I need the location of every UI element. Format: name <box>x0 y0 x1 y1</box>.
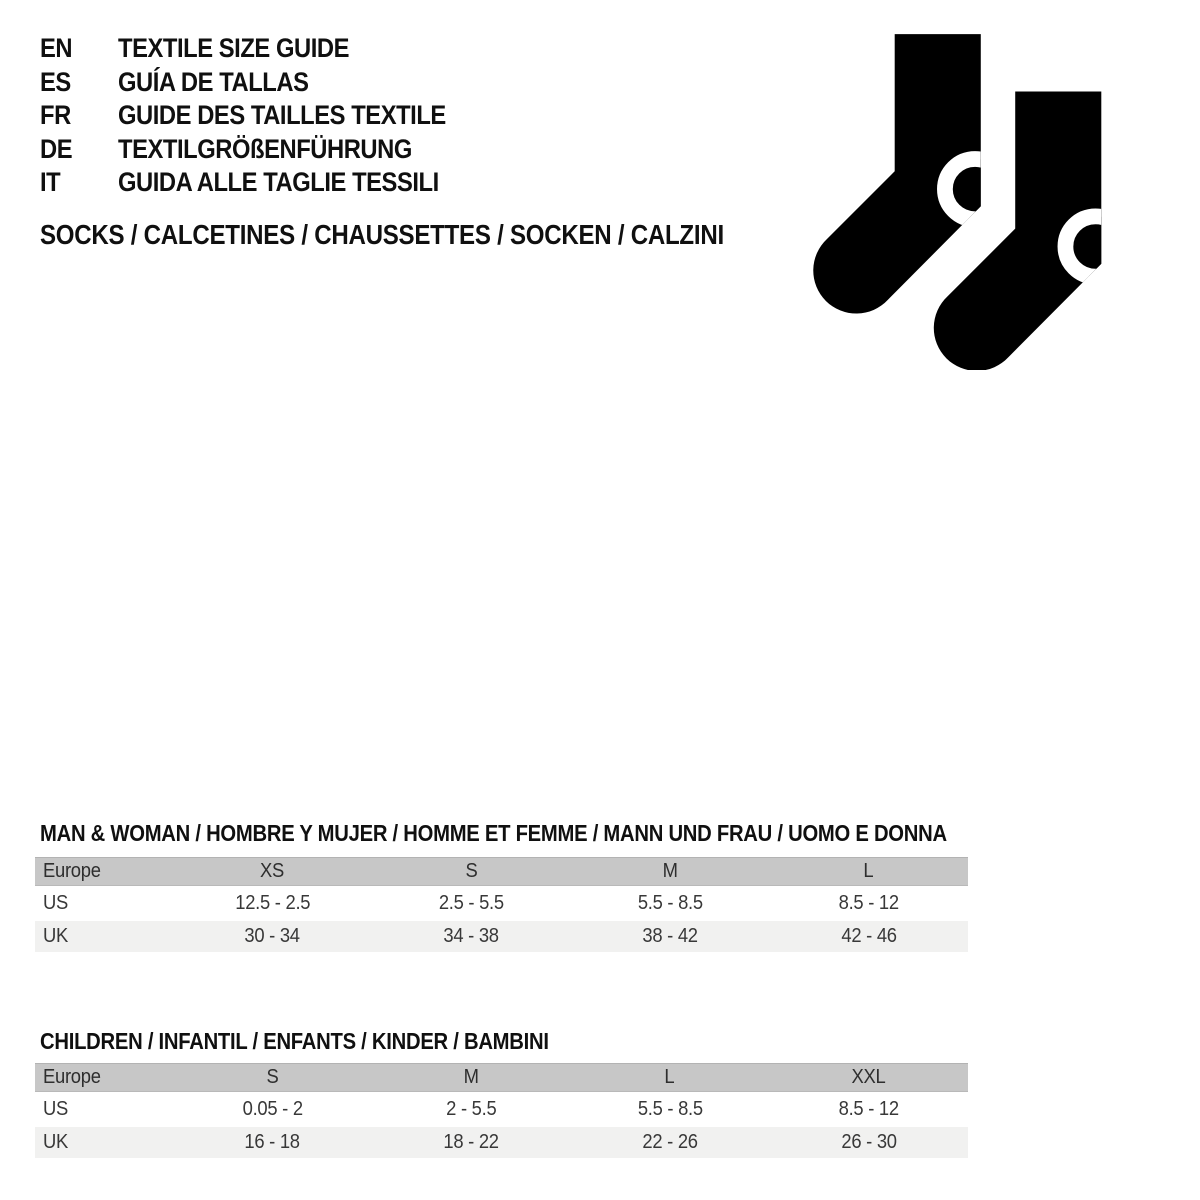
language-row <box>40 133 491 167</box>
language-row <box>40 99 491 133</box>
language-code: ES <box>40 66 71 97</box>
language-code: EN <box>40 33 73 64</box>
size-cell: 0.05 - 2 <box>242 1097 303 1120</box>
size-cell: 12.5 - 2.5 <box>234 891 310 914</box>
column-header: Europe <box>43 1066 101 1088</box>
size-cell: 5.5 - 8.5 <box>637 1097 703 1120</box>
section-title-children: CHILDREN / INFANTIL / ENFANTS / KINDER / BAMBINI <box>40 1028 549 1054</box>
size-row <box>35 921 968 952</box>
column-header: S <box>465 860 478 882</box>
product-line: SOCKS / CALCETINES / CHAUSSETTES / SOCKEN / CALZINI <box>40 219 724 250</box>
table-body <box>35 886 968 952</box>
table-header-row <box>35 858 968 886</box>
section-title-man-woman: MAN & WOMAN / HOMBRE Y MUJER / HOMME ET FEMME / MANN UND FRAU / UOMO E DONNA <box>40 820 947 846</box>
language-list <box>40 32 491 200</box>
size-row <box>35 886 968 921</box>
column-header: S <box>266 1066 279 1088</box>
language-row <box>40 66 491 100</box>
table-head <box>35 858 968 886</box>
row-label: UK <box>43 924 69 947</box>
size-cell: 34 - 38 <box>443 924 499 947</box>
size-cell: 5.5 - 8.5 <box>637 891 703 914</box>
language-row <box>40 166 491 200</box>
column-header: L <box>664 1066 675 1088</box>
size-row <box>35 1127 968 1158</box>
column-header: M <box>662 860 678 882</box>
language-label: TEXTILGRÖßENFÜHRUNG <box>118 133 412 164</box>
size-cell: 16 - 18 <box>244 1130 301 1153</box>
size-cell: 18 - 22 <box>443 1130 499 1153</box>
language-label: GUIDE DES TAILLES TEXTILE <box>118 100 446 131</box>
column-header: XS <box>260 860 285 882</box>
language-code: DE <box>40 133 73 164</box>
column-header: L <box>863 860 874 882</box>
size-cell: 2 - 5.5 <box>445 1097 497 1120</box>
size-cell: 38 - 42 <box>642 924 698 947</box>
column-header: M <box>463 1066 479 1088</box>
language-row <box>40 32 491 66</box>
size-cell: 8.5 - 12 <box>838 891 899 914</box>
row-label: US <box>43 891 69 914</box>
language-code: FR <box>40 100 71 131</box>
size-cell: 22 - 26 <box>642 1130 698 1153</box>
size-row <box>35 1092 968 1127</box>
socks-icon <box>800 34 1130 370</box>
row-label: US <box>43 1097 69 1120</box>
size-table-children <box>35 1063 968 1158</box>
language-label: GUIDA ALLE TAGLIE TESSILI <box>118 167 439 198</box>
size-cell: 2.5 - 5.5 <box>438 891 504 914</box>
row-label: UK <box>43 1130 69 1153</box>
language-code: IT <box>40 167 61 198</box>
size-cell: 30 - 34 <box>244 924 301 947</box>
table-header-row <box>35 1064 968 1092</box>
table-head <box>35 1064 968 1092</box>
table-body <box>35 1092 968 1158</box>
column-header: Europe <box>43 860 101 882</box>
column-header: XXL <box>851 1066 886 1088</box>
size-cell: 26 - 30 <box>840 1130 897 1153</box>
size-table-man-woman <box>35 857 968 952</box>
language-label: GUÍA DE TALLAS <box>118 66 309 97</box>
size-cell: 8.5 - 12 <box>838 1097 899 1120</box>
language-label: TEXTILE SIZE GUIDE <box>118 33 350 64</box>
size-cell: 42 - 46 <box>840 924 897 947</box>
